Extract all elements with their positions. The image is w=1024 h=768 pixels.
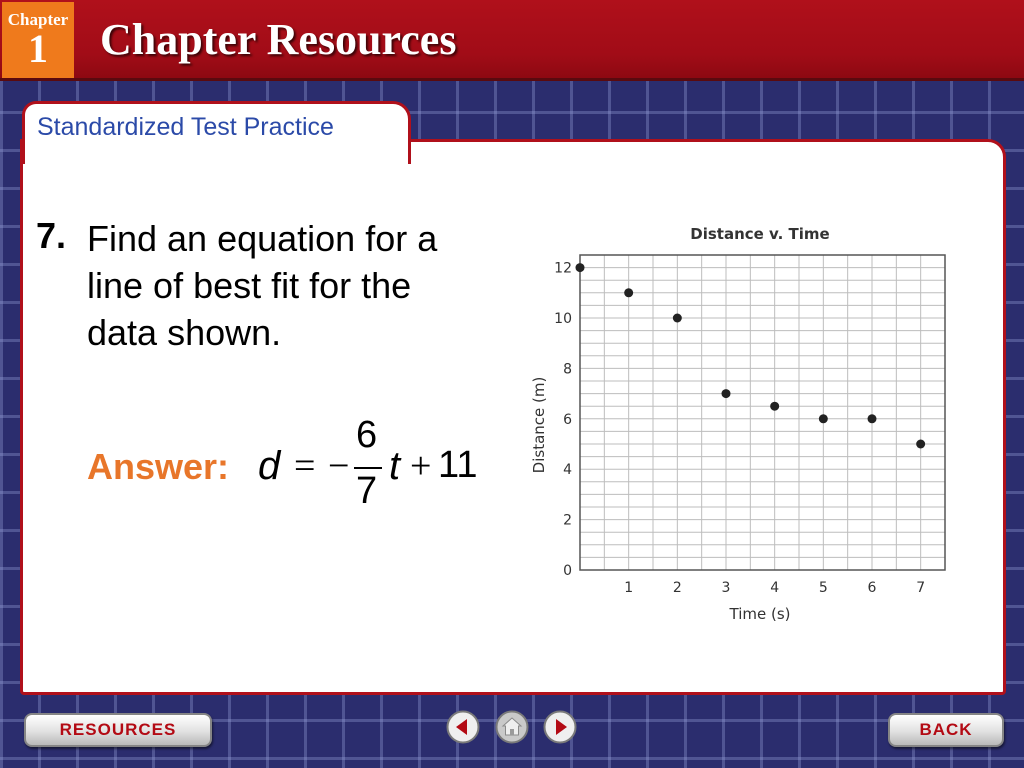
back-button[interactable]: BACK: [888, 713, 1004, 747]
y-tick-label: 8: [563, 361, 572, 378]
section-tab: [22, 101, 411, 164]
y-tick-label: 6: [563, 411, 572, 428]
y-tick-label: 2: [563, 512, 572, 529]
chart-ticks: [554, 261, 925, 596]
chart-grid: [580, 255, 945, 570]
home-icon: [497, 712, 528, 743]
next-button[interactable]: [543, 710, 577, 744]
y-tick-label: 12: [554, 260, 572, 277]
chapter-label: Chapter: [7, 10, 69, 29]
answer-label: Answer:: [87, 446, 230, 487]
page-title: Chapter Resources: [100, 15, 457, 64]
equation-denominator: 7: [356, 470, 378, 512]
chart-title: Distance v. Time: [690, 225, 830, 243]
section-tab-label: Standardized Test Practice: [37, 113, 334, 141]
data-point: [916, 440, 925, 449]
data-point: [868, 414, 877, 423]
equation-sign: −: [328, 445, 350, 487]
data-point: [770, 402, 779, 411]
question-text: Find an equation for a line of best fit for the data shown.: [87, 218, 438, 353]
question-number: 7.: [36, 215, 67, 256]
equation-numerator: 6: [356, 414, 378, 456]
data-point: [819, 414, 828, 423]
chart-xlabel: Time (s): [729, 605, 791, 623]
distance-time-chart: [520, 215, 960, 635]
fraction-bar: [354, 467, 382, 469]
equation-plus: +: [410, 445, 432, 487]
plot-frame: [580, 255, 945, 570]
x-tick-label: 4: [770, 580, 780, 596]
y-tick-label: 10: [554, 311, 572, 327]
equation-equals: =: [294, 445, 316, 487]
x-tick-label: 7: [916, 580, 926, 596]
data-point: [576, 263, 585, 272]
equation-constant: 11: [438, 444, 478, 486]
y-tick-label: 4: [563, 462, 572, 479]
x-tick-label: 2: [672, 580, 682, 596]
x-tick-label: 1: [624, 580, 634, 596]
equation-lhs: d: [258, 444, 281, 488]
x-tick-label: 6: [867, 580, 877, 596]
chapter-badge: [2, 2, 74, 78]
resources-button[interactable]: RESOURCES: [24, 713, 212, 747]
answer-equation: [258, 414, 488, 518]
previous-button[interactable]: [446, 710, 480, 744]
x-tick-label: 3: [721, 580, 731, 596]
x-tick-label: 5: [818, 580, 828, 596]
right-arrow-icon: [545, 712, 576, 743]
chapter-number: 1: [28, 26, 48, 71]
header-bar: [0, 0, 1024, 81]
data-point: [624, 288, 633, 297]
equation-variable: t: [389, 444, 401, 488]
left-arrow-icon: [448, 712, 479, 743]
chart-ylabel: Distance (m): [530, 376, 548, 474]
data-point: [722, 389, 731, 398]
y-tick-label: 0: [563, 563, 572, 579]
home-button[interactable]: [495, 710, 529, 744]
data-point: [673, 314, 682, 323]
